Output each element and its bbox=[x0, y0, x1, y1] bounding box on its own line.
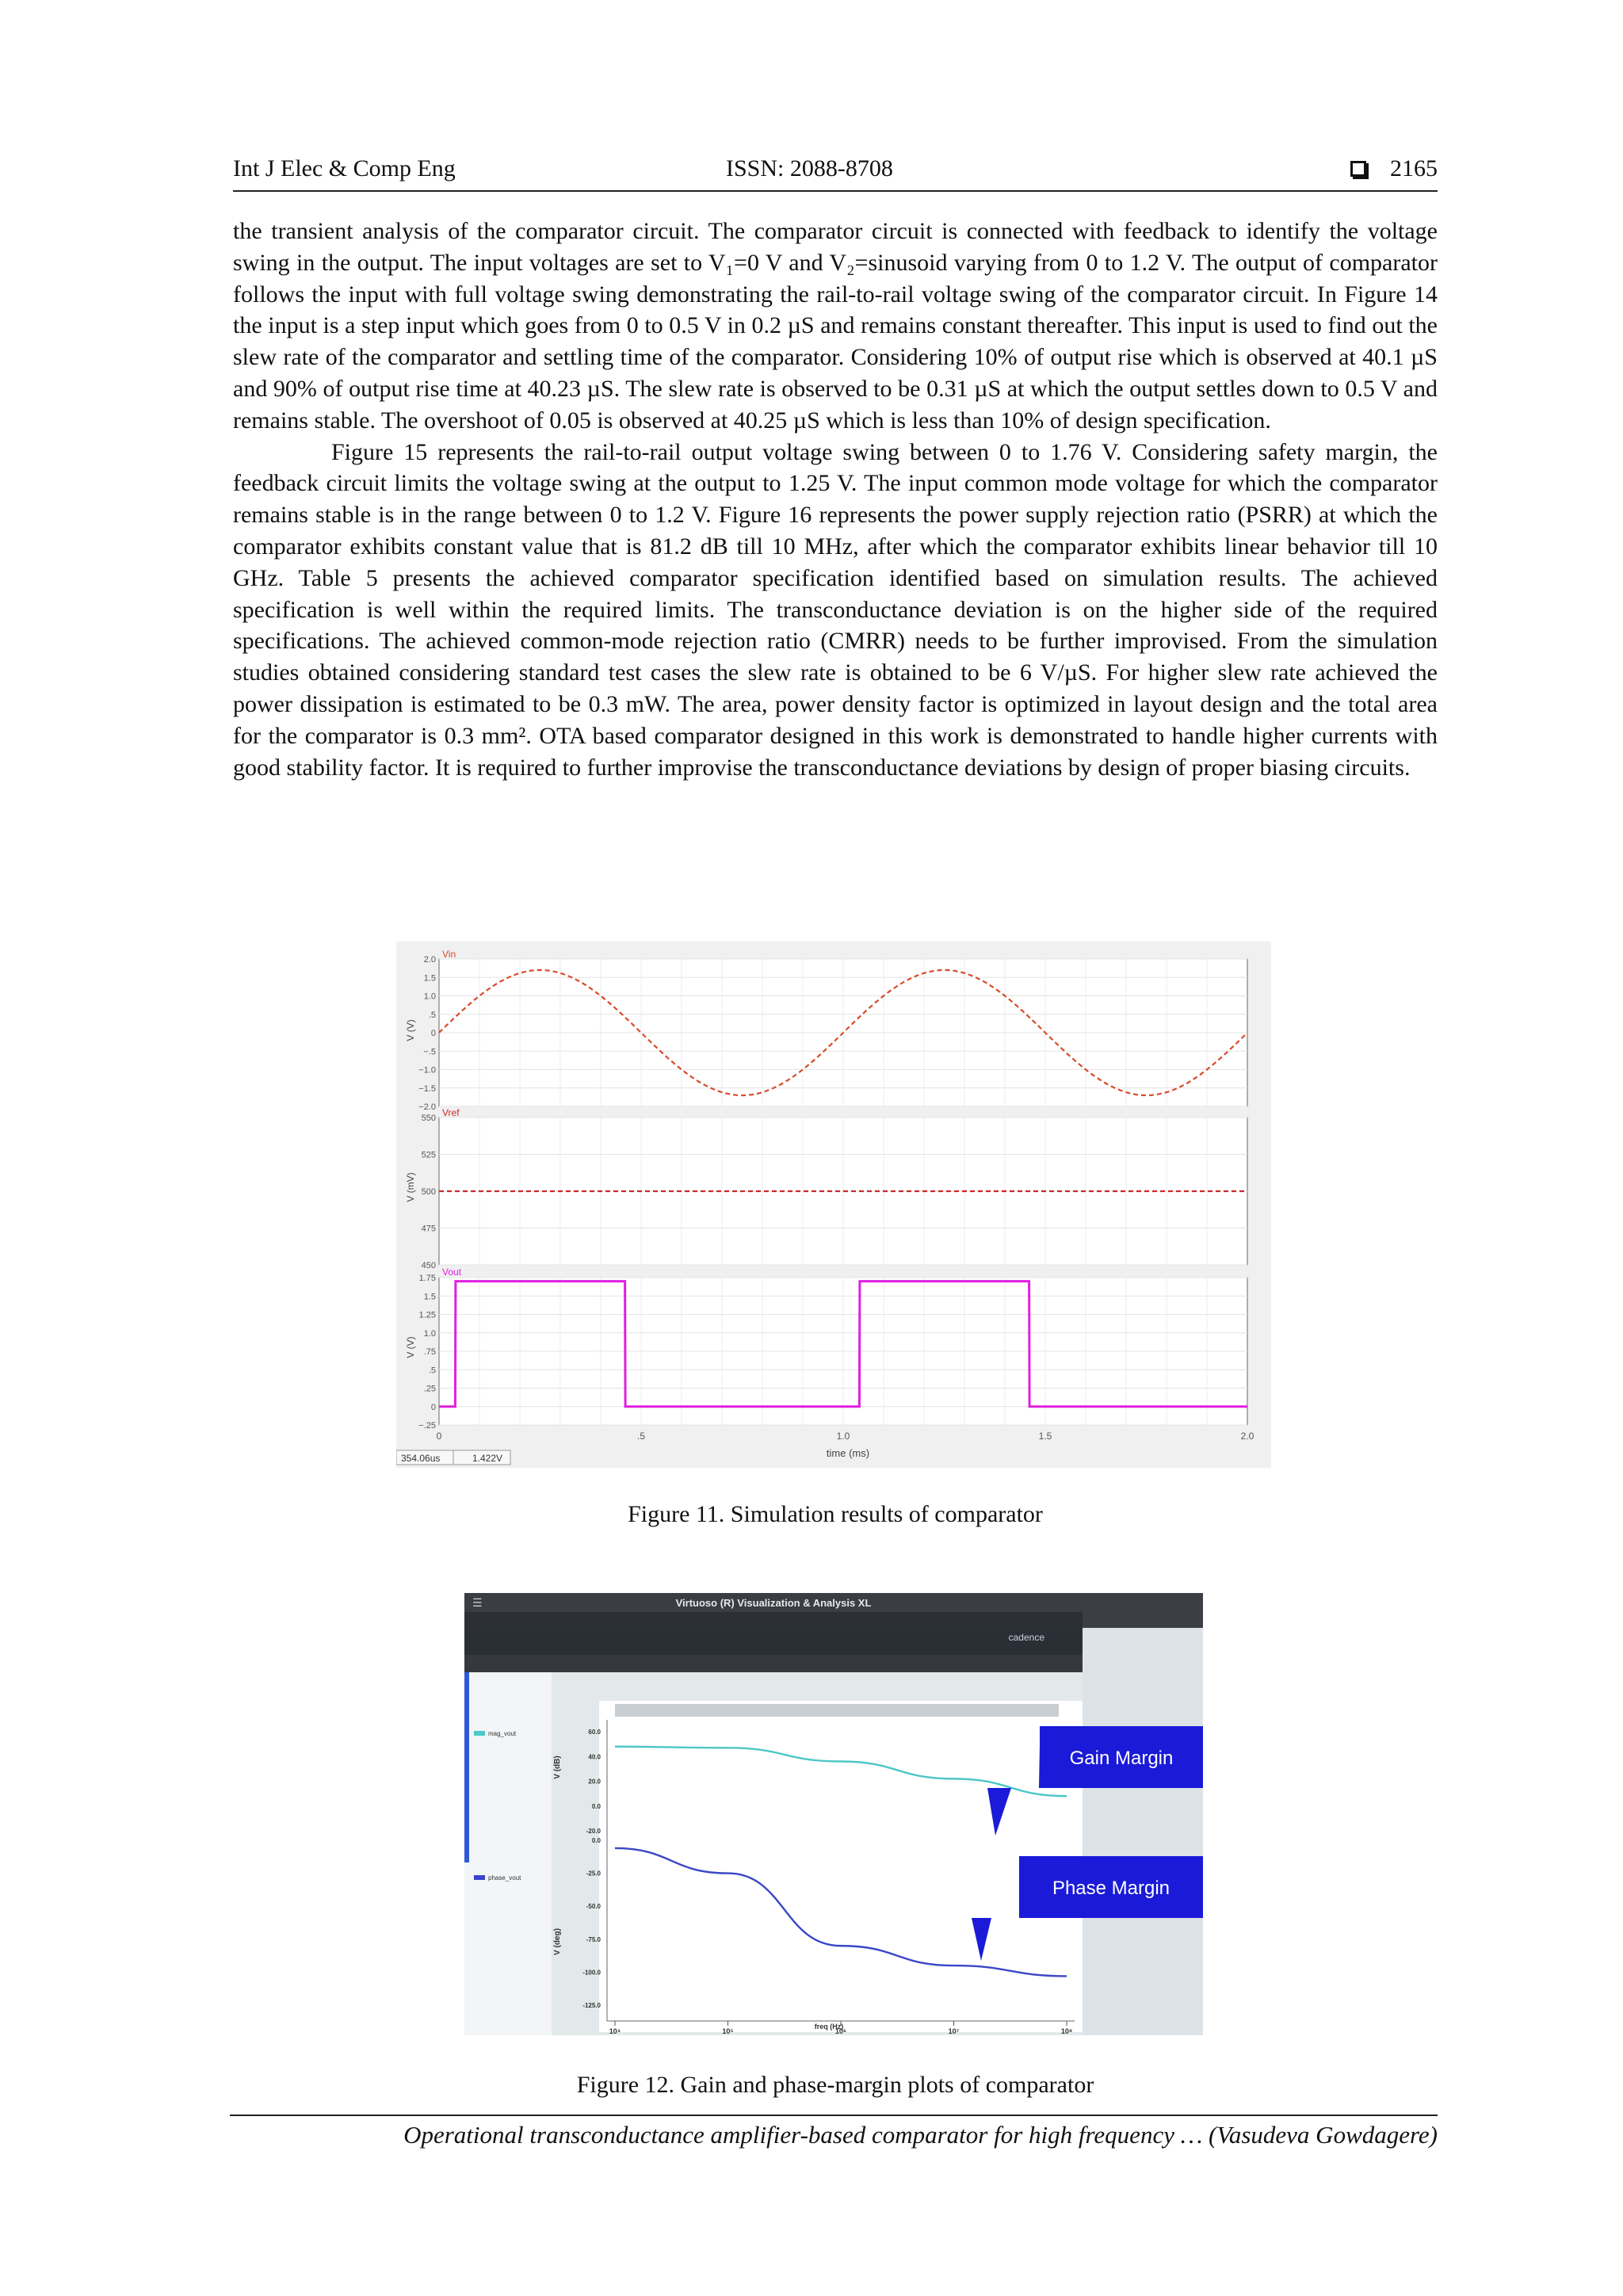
window-title: Virtuoso (R) Visualization & Analysis XL bbox=[675, 1597, 872, 1609]
f11-ytick-label: 550 bbox=[421, 1114, 436, 1123]
f11-xlabel: time (ms) bbox=[826, 1447, 870, 1459]
f11-xtick-label: 2.0 bbox=[1240, 1431, 1254, 1442]
phase-margin-label: Phase Margin bbox=[1052, 1878, 1170, 1899]
f11-label-vref: Vref bbox=[442, 1107, 460, 1118]
gain-margin-label: Gain Margin bbox=[1069, 1748, 1174, 1769]
f11-ytick-label: 1.0 bbox=[423, 1328, 436, 1339]
f11-ytick-label: 1.5 bbox=[423, 973, 436, 984]
f12-gain-tick: -20.0 bbox=[586, 1828, 601, 1835]
page-header bbox=[233, 155, 1438, 192]
f12-phase-tick: -50.0 bbox=[586, 1903, 601, 1911]
figure-12 bbox=[464, 1593, 1203, 2035]
f11-xtick-label: 0 bbox=[436, 1431, 442, 1442]
figure-12-caption: Figure 12. Gain and phase-margin plots of comparator bbox=[576, 2072, 1094, 2098]
f12-gain-tick: 0.0 bbox=[591, 1802, 601, 1810]
f11-ytick-label: 525 bbox=[421, 1150, 436, 1160]
figure-11-plot bbox=[396, 942, 1271, 1468]
f11-ytick-label: .5 bbox=[428, 1010, 436, 1020]
square-bullet-icon bbox=[1350, 161, 1366, 177]
f11-ytick-label: .75 bbox=[423, 1347, 436, 1357]
paragraph-2: Figure 15 represents the rail-to-rail output voltage swing between 0 to 1.76 V. Considering safety margin, the feedback circuit limits the voltage swing at the output to 1.25 V. The input common mode voltage for which the comparator remains stable is in the range between 0 to 1.2 V. Figure 16 represents the power supply rejection ratio (PSRR) at which the comparator exhibits constant value that is 81.2 dB till 10 MHz, after which the comparator exhibits linear behavior till 10 GHz. Table 5 presents the achieved comparator specification identified based on simulation results. The achieved specification is well within the required limits. The transconductance deviation is on the higher side of the required specifications. The achieved common-mode rejection ratio (CMRR) needs to be further improvised. From the simulation studies obtained considering standard test cases the slew rate is obtained to be 6 V/µS. For higher slew rate achieved the power dissipation is estimated to be 0.3 mW. The area, power density factor is optimized in layout design and the total area for the comparator is 0.3 mm². OTA based comparator designed in this work is demonstrated to handle higher currents with good stability factor. It is required to further improvise the transconductance deviations by design of proper biasing circuits. bbox=[233, 438, 1438, 781]
f11-ytick-label: −1.0 bbox=[418, 1065, 436, 1075]
f11-ytick-label: −1.5 bbox=[418, 1083, 436, 1094]
f11-ytick-label: 1.0 bbox=[423, 991, 436, 1002]
issn: ISSN: 2088-8708 bbox=[726, 155, 893, 181]
f12-ylabel-gain: V (dB) bbox=[553, 1755, 562, 1779]
f11-label-vin: Vin bbox=[442, 949, 456, 960]
f12-gain-tick: 20.0 bbox=[588, 1778, 601, 1786]
f11-ytick-label: .5 bbox=[428, 1366, 436, 1376]
plot-scrollbar[interactable] bbox=[615, 1704, 1059, 1717]
paragraph-1: the transient analysis of the comparator circuit. The comparator circuit is connected with feedback to identify the voltage swing in the output. The input voltages are set to V₁=0 V and V₂=sinusoid varying from 0 to 1.2 V. The output of comparator follows the input with full voltage swing demonstrating the rail-to-rail voltage swing of the comparator circuit. In Figure 14 the input is a step input which goes from 0 to 0.5 V in 0.2 µS and remains constant thereafter. This input is used to find out the slew rate of the comparator and settling time of the comparator. Considering 10% of output rise which is observed at 40.1 µS and 90% of output rise time at 40.23 µS. The slew rate is observed to be 0.31 µS at which the output settles down to 0.5 V and remains stable. The overshoot of 0.05 is observed at 40.25 µS which is less than 10% of design specification. bbox=[233, 218, 1438, 434]
brand: cadence bbox=[1008, 1632, 1044, 1643]
f12-phase-tick: -25.0 bbox=[586, 1870, 601, 1878]
f11-ytick-label: 450 bbox=[421, 1261, 436, 1270]
page-footer bbox=[230, 2115, 1438, 2149]
f11-xtick-label: 1.5 bbox=[1038, 1431, 1052, 1442]
f12-xlabel: freq (Hz) bbox=[814, 2023, 844, 2030]
f11-xtick-label: .5 bbox=[636, 1431, 646, 1442]
footer-citation: Operational transconductance amplifier-based comparator for high frequency … (Vasudeva Gowdagere) bbox=[403, 2121, 1438, 2149]
f12-xtick-label: 10⁶ bbox=[834, 2027, 847, 2035]
f11-ytick-label: −.25 bbox=[418, 1421, 436, 1431]
plot-area bbox=[599, 1701, 1083, 2032]
legend-gain-label[interactable]: mag_vout bbox=[488, 1730, 517, 1737]
f11-ylabel-1: V (V) bbox=[405, 1019, 416, 1041]
f11-ytick-label: 0 bbox=[430, 1029, 436, 1038]
legend-phase-label[interactable]: phase_vout bbox=[488, 1874, 521, 1881]
f11-ytick-label: 1.25 bbox=[418, 1310, 436, 1320]
cursor-time: 354.06us bbox=[401, 1453, 441, 1464]
toolbar[interactable] bbox=[464, 1628, 1083, 1655]
f12-phase-tick: 0.0 bbox=[591, 1837, 601, 1844]
legend-panel bbox=[464, 1672, 552, 2035]
f11-ytick-label: 1.75 bbox=[418, 1274, 436, 1283]
legend-swatch-gain bbox=[474, 1731, 485, 1736]
cursor-value: 1.422V bbox=[472, 1453, 503, 1464]
tab-bar[interactable] bbox=[464, 1655, 1083, 1672]
journal-name: Int J Elec & Comp Eng bbox=[233, 155, 456, 181]
f12-gain-tick: 60.0 bbox=[588, 1729, 601, 1736]
f11-ytick-label: 2.0 bbox=[423, 955, 436, 965]
page-number: 2165 bbox=[1390, 155, 1438, 181]
f11-ylabel-3: V (V) bbox=[405, 1336, 416, 1358]
f12-xtick-label: 10⁵ bbox=[722, 2027, 734, 2035]
figure-11 bbox=[396, 942, 1271, 1468]
f11-ytick-label: −2.0 bbox=[418, 1102, 436, 1112]
f11-ytick-label: −.5 bbox=[423, 1047, 436, 1057]
f12-phase-tick: -75.0 bbox=[586, 1935, 601, 1943]
f12-phase-tick: -125.0 bbox=[582, 2002, 601, 2009]
menu-bar[interactable] bbox=[464, 1612, 1083, 1628]
body-text bbox=[233, 216, 1438, 783]
f12-xtick-label: 10⁴ bbox=[609, 2027, 621, 2035]
f12-xtick-label: 10⁷ bbox=[948, 2027, 960, 2035]
f11-ytick-label: 500 bbox=[421, 1187, 436, 1197]
figure-12-screenshot bbox=[464, 1593, 1203, 2035]
page-number-block bbox=[1350, 155, 1438, 182]
f12-ylabel-phase: V (deg) bbox=[553, 1928, 562, 1955]
f12-gain-tick: 40.0 bbox=[588, 1753, 601, 1761]
f11-ylabel-2: V (mV) bbox=[405, 1172, 416, 1202]
f11-xtick-label: 1.0 bbox=[836, 1431, 850, 1442]
legend-swatch-phase bbox=[474, 1875, 485, 1880]
figure-11-caption: Figure 11. Simulation results of comparator bbox=[628, 1501, 1043, 1527]
f11-ytick-label: .25 bbox=[423, 1384, 436, 1394]
f11-ytick-label: 475 bbox=[421, 1224, 436, 1234]
f11-ytick-label: 1.5 bbox=[423, 1292, 436, 1302]
f11-label-vout: Vout bbox=[442, 1266, 462, 1278]
f12-xtick-label: 10⁸ bbox=[1060, 2027, 1073, 2035]
f11-ytick-label: 0 bbox=[430, 1402, 436, 1412]
f12-phase-tick: -100.0 bbox=[582, 1969, 601, 1977]
menu-icon[interactable]: ☰ bbox=[472, 1596, 483, 1609]
